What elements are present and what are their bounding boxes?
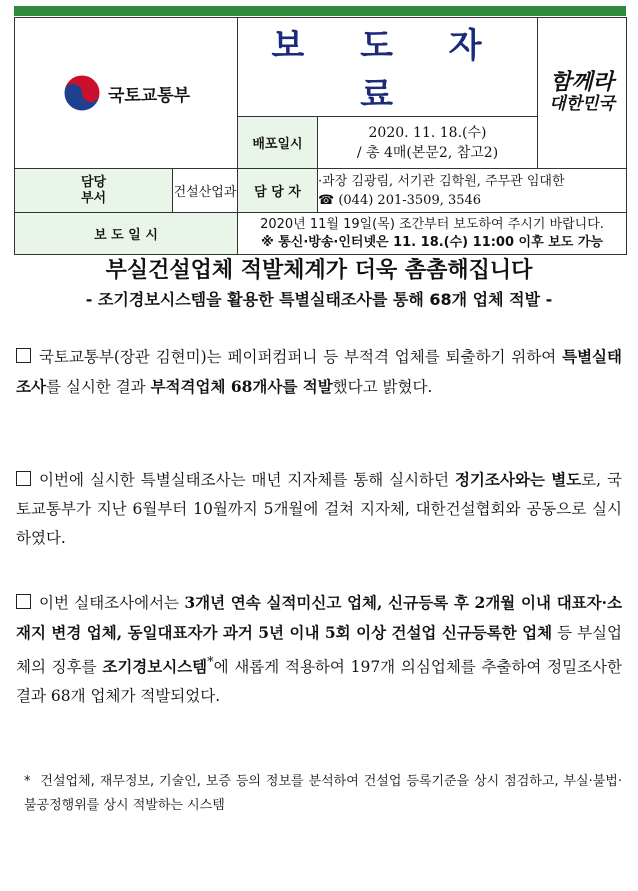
embargo-info (238, 213, 627, 255)
p3-text-2: 등 부실업체의 징후를 (16, 624, 622, 677)
p3-bold-2: 조기경보시스템 (102, 657, 208, 677)
staff-names: ·과장 김광림, 서기관 김학원, 주무관 임대한 (318, 173, 565, 189)
embargo-label: 보 도 일 시 (15, 213, 238, 255)
embargo-line2: ※ 통신·방송·인터넷은 11. 18.(수) 11:00 이후 보도 가능 (261, 234, 603, 250)
ministry-name: 국토교통부 (107, 85, 191, 106)
p3-text-3: 에 새롭게 적용하여 197개 의심업체를 추출하여 정밀조사한 결과 68개 업체가 적발되었다. (16, 658, 622, 706)
p3-text-1: 이번 실태조사에서는 (39, 594, 185, 612)
dept-name: 건설산업과 (173, 169, 238, 213)
p2-text-2: 로, 국토교통부가 지난 6월부터 10월까지 5개월에 걸쳐 지자체, 대한건설협회와 공동으로 실시하였다. (16, 471, 622, 547)
headline: 부실건설업체 적발체계가 더욱 촘촘해집니다 (105, 258, 533, 283)
ministry-logo-cell (15, 18, 238, 169)
footnote-mark: * (24, 774, 31, 789)
p1-text-3: 했다고 밝혔다. (332, 378, 433, 396)
slogan-logo (538, 18, 627, 169)
footnote (24, 770, 622, 818)
footnote-text: 건설업체, 재무정보, 기술인, 보증 등의 정보를 분석하여 건설업 등록기준을 상시 점검하고, 부실·불법·불공정행위를 상시 적발하는 시스템 (24, 774, 622, 813)
page-count: / 총 4매(본문2, 참고2) (356, 144, 499, 161)
subheadline: - 조기경보시스템을 활용한 특별실태조사를 통해 68개 업체 적발 - (85, 290, 553, 309)
slogan-line2: 대한민국 (549, 94, 615, 114)
release-info (318, 117, 538, 169)
checkbox-bullet-icon (16, 594, 31, 609)
checkbox-bullet-icon (16, 348, 31, 363)
paragraph-2 (16, 465, 622, 553)
document-title: 보 도 자 료 (238, 18, 538, 117)
p2-bold-1: 정기조사와는 별도 (454, 470, 582, 489)
phone-number: (044) 201-3509, 3546 (338, 192, 482, 208)
slogan-line1: 함께라 (550, 69, 614, 95)
top-color-bar (14, 6, 626, 16)
p1-bold-1: 특별실태조사 (16, 347, 622, 396)
release-label: 배포일시 (238, 117, 318, 169)
p1-text-2: 를 실시한 결과 (45, 378, 151, 396)
p3-bold-1: 3개년 연속 실적미신고 업체, 신규등록 후 2개월 이내 대표자·소재지 변경 업체, 동일대표자가 과거 5년 이내 5회 이상 건설업 신규등록한 업체 (16, 593, 622, 642)
press-header-table (14, 17, 627, 255)
staff-contact (318, 169, 627, 213)
p1-bold-2: 부적격업체 68개사를 적발 (150, 377, 333, 396)
p1-text-1: 국토교통부(장관 김현미)는 페이퍼컴퍼니 등 부적격 업체를 퇴출하기 위하여 (39, 348, 563, 366)
release-date: 2020. 11. 18.(수) (368, 124, 487, 141)
taeguk-logo-icon (62, 73, 102, 113)
staff-label: 담 당 자 (238, 169, 318, 213)
paragraph-1 (16, 342, 622, 402)
p3-footnote-mark: * (207, 655, 214, 670)
phone-line (318, 191, 626, 210)
p2-text-1: 이번에 실시한 특별실태조사는 매년 지자체를 통해 실시하던 (39, 471, 455, 489)
phone-icon: ☎ (318, 192, 335, 208)
embargo-line1: 2020년 11월 19일(목) 조간부터 보도하여 주시기 바랍니다. (260, 216, 604, 232)
dept-label: 담당 부서 (15, 169, 173, 213)
paragraph-3 (16, 588, 622, 711)
checkbox-bullet-icon (16, 471, 31, 486)
